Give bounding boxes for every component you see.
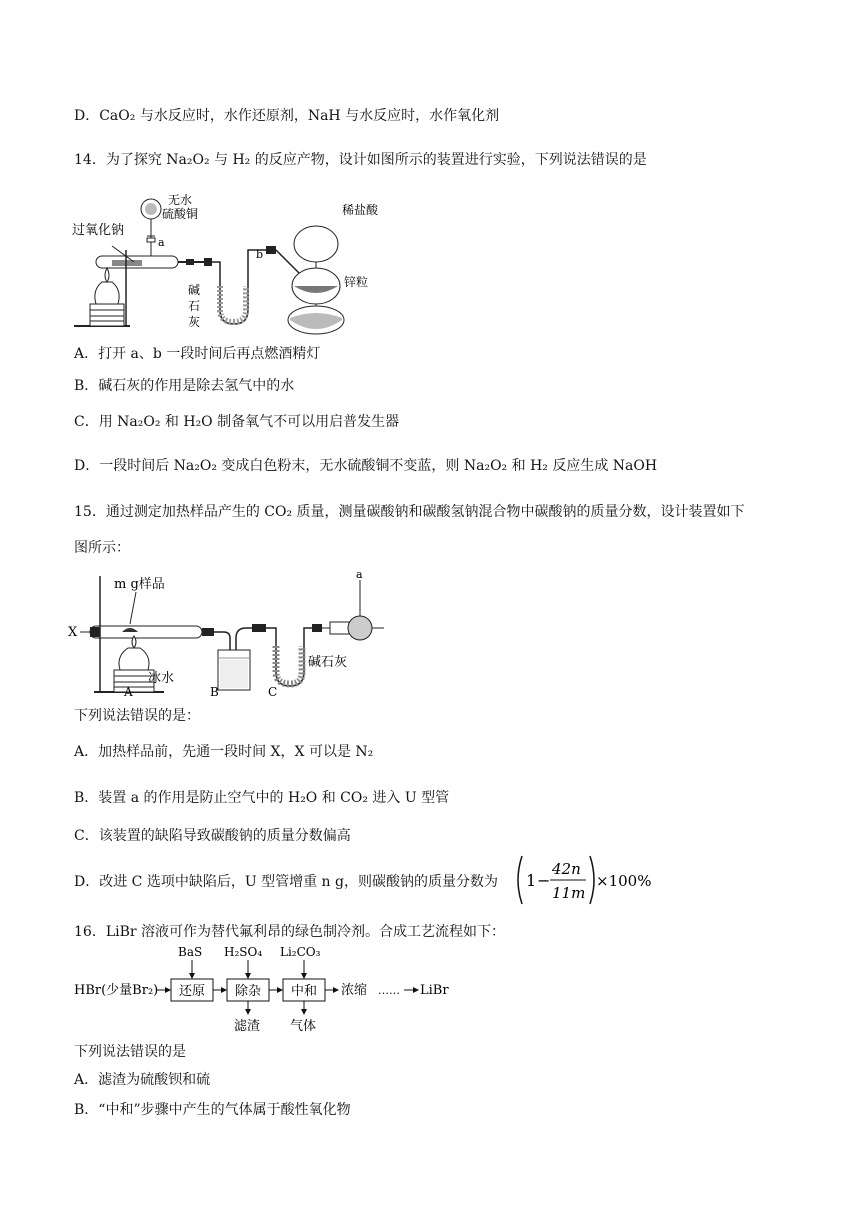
apparatus-b — [214, 624, 266, 690]
flow-reagent-1: BaS — [178, 945, 203, 959]
q14-option-c: C．用 Na₂O₂ 和 H₂O 制备氧气不可以用启普发生器 — [74, 414, 400, 430]
kipp-generator — [276, 226, 344, 334]
q16-stem: 16．LiBr 溶液可作为替代氟利昂的绿色制冷剂。合成工艺流程如下： — [74, 924, 506, 940]
q14-option-d: D．一段时间后 Na₂O₂ 变成白色粉末，无水硫酸铜不变蓝，则 Na₂O₂ 和 H₂ 反应生成 NaOH — [74, 458, 658, 474]
flow-reagent-3: Li₂CO₃ — [280, 945, 321, 959]
a-label: a — [356, 568, 363, 581]
formula-times: ×100% — [596, 872, 652, 890]
cuso4-label-2: 硫酸铜 — [162, 207, 199, 221]
drying-tube-a — [330, 580, 384, 640]
formula-numerator: 42n — [552, 860, 581, 878]
soda-lime-label: 碱石灰 — [308, 655, 348, 670]
q15-option-b: B．装置 a 的作用是防止空气中的 H₂O 和 CO₂ 进入 U 型管 — [74, 790, 450, 806]
flow-output-1: 滤渣 — [234, 1019, 261, 1034]
flow-dots: …… — [378, 984, 400, 997]
q16-option-a: A．滤渣为硫酸钡和硫 — [74, 1072, 211, 1088]
q14-apparatus-figure — [72, 190, 379, 336]
valve-b-label: b — [256, 248, 264, 261]
zinc-label: 锌粒 — [344, 275, 369, 289]
ice-water-label: 冰水 — [148, 671, 175, 686]
q15-option-a: A．加热样品前，先通一段时间 X，X 可以是 N₂ — [74, 744, 374, 760]
sample-label: m g样品 — [114, 577, 165, 592]
anhydrous-cuso4-bulb — [141, 199, 161, 258]
flow-reagent-2: H₂SO₄ — [224, 945, 263, 959]
label-a: A — [124, 685, 133, 699]
q15-option-c: C．该装置的缺陷导致碳酸钠的质量分数偏高 — [74, 828, 351, 844]
formula-denominator: 11m — [552, 884, 586, 902]
flow-step-1: 还原 — [179, 984, 206, 999]
q13-option-d: D．CaO₂ 与水反应时，水作还原剂，NaH 与水反应时，水作氧化剂 — [74, 108, 500, 124]
formula-minus: − — [537, 871, 551, 890]
na2o2-label: 过氧化钠 — [72, 223, 125, 238]
q15-option-d-formula — [512, 852, 652, 908]
flow-output-2: 气体 — [290, 1019, 317, 1034]
label-c: C — [268, 685, 278, 699]
flow-end: LiBr — [420, 983, 449, 998]
soda-lime-char-1: 碱 — [188, 283, 201, 297]
flow-step-2: 除杂 — [235, 984, 262, 999]
q15-stem-line1: 15．通过测定加热样品产生的 CO₂ 质量，测量碳酸钠和碳酸氢钠混合物中碳酸钠的质量分数，设计装置如下 — [74, 504, 745, 520]
flow-start: HBr(少量Br₂) — [74, 983, 159, 998]
q14-option-b: B．碱石灰的作用是除去氢气中的水 — [74, 378, 295, 394]
q15-stem-line2: 图所示： — [74, 540, 130, 556]
cuso4-label-1: 无水 — [168, 193, 193, 207]
q16-option-b: B．“中和”步骤中产生的气体属于酸性氧化物 — [74, 1102, 351, 1118]
u-tube-soda-lime — [204, 246, 276, 324]
q14-stem: 14．为了探究 Na₂O₂ 与 H₂ 的反应产物，设计如图所示的装置进行实验，下列说法错误的是 — [74, 152, 647, 168]
q15-apparatus-figure — [68, 566, 388, 698]
q16-prompt: 下列说法错误的是 — [74, 1044, 186, 1060]
q15-prompt: 下列说法错误的是： — [74, 708, 200, 724]
soda-lime-char-3: 灰 — [188, 315, 201, 329]
apparatus-a — [80, 576, 214, 692]
dilute-hcl-label: 稀盐酸 — [342, 203, 379, 217]
q15-option-d-text: D．改进 C 选项中缺陷后，U 型管增重 n g，则碳酸钠的质量分数为 — [74, 874, 498, 890]
flow-step-3: 中和 — [291, 984, 318, 999]
reaction-tube — [96, 246, 212, 268]
flow-concentrate: 浓缩 — [341, 983, 368, 998]
q16-flowchart — [74, 944, 474, 1034]
formula-one: 1 — [526, 871, 537, 890]
soda-lime-char-2: 石 — [188, 299, 201, 313]
x-label: X — [68, 625, 78, 640]
label-b: B — [210, 685, 219, 699]
valve-a-label: a — [158, 236, 165, 249]
q14-option-a: A．打开 a、b 一段时间后再点燃酒精灯 — [74, 346, 321, 362]
